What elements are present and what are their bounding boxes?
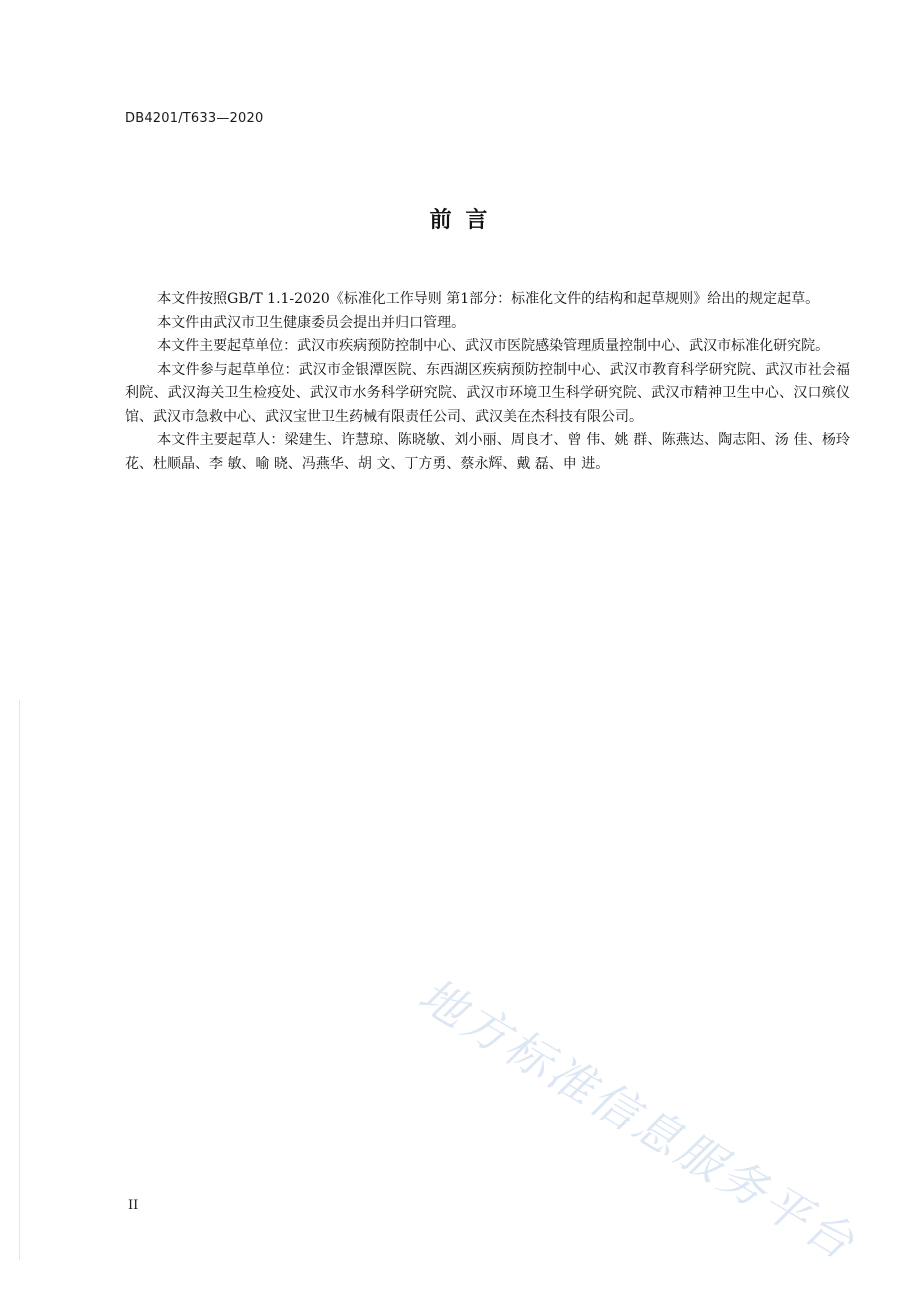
paragraph-proposer: 本文件由武汉市卫生健康委员会提出并归口管理。 bbox=[157, 314, 466, 331]
scan-edge-line bbox=[19, 700, 20, 1260]
paragraph-main-drafting-units: 本文件主要起草单位：武汉市疾病预防控制中心、武汉市医院感染管理质量控制中心、武汉市标准化研究院。 bbox=[157, 338, 830, 354]
paragraph-drafting-rules: 本文件按照GB/T 1.1-2020《标准化工作导则 第1部分：标准化文件的结构和起草规则》给出的规定起草。 bbox=[157, 291, 820, 307]
page-number: II bbox=[128, 1198, 139, 1213]
page-title: 前 言 bbox=[429, 208, 491, 233]
paragraph-main-drafters: 本文件主要起草人：梁建生、许慧琼、陈晓敏、刘小丽、周良才、曾 伟、姚 群、陈燕达、陶志阳、汤 佳、杨玲花、杜顺晶、李 敏、喻 晓、冯燕华、胡 文、丁方勇、蔡永辉、戴 磊、申 进。 bbox=[125, 432, 850, 472]
paragraph-participating-units: 本文件参与起草单位：武汉市金银潭医院、东西湖区疾病预防控制中心、武汉市教育科学研究院、武汉市社会福利院、武汉海关卫生检疫处、武汉市水务科学研究院、武汉市环境卫生科学研究院、武汉市精神卫生中心、汉口殡仪馆、武汉市急救中心、武汉宝世卫生药械有限责任公司、武汉美在杰科技有限公司。 bbox=[125, 361, 850, 425]
document-code: DB4201/T633—2020 bbox=[125, 111, 264, 126]
watermark: 地方标准信息服务平台 bbox=[409, 967, 866, 1272]
preface-body bbox=[125, 288, 850, 476]
